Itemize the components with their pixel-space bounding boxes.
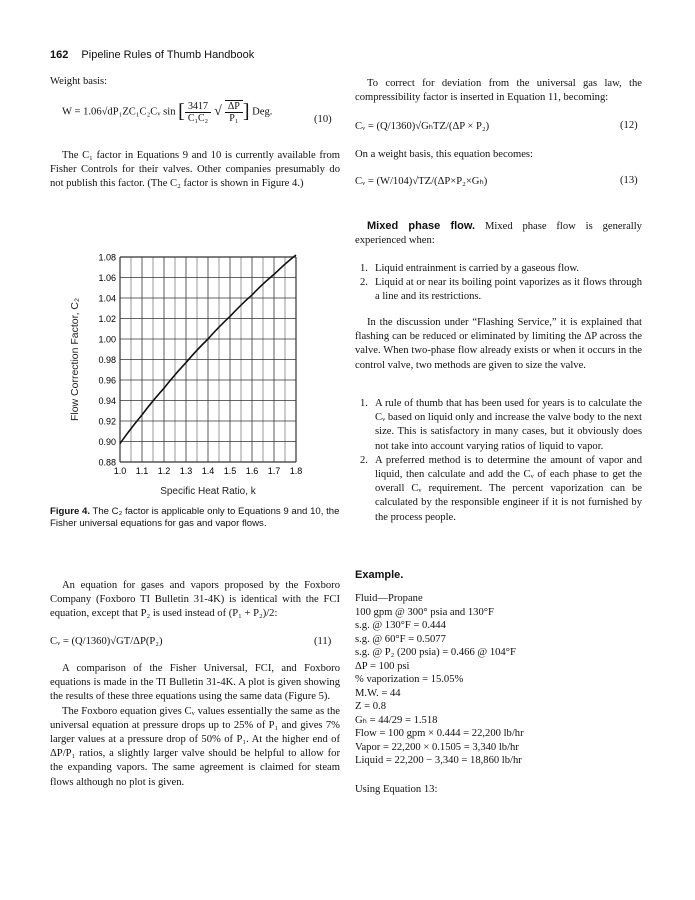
x-tick-label: 1.4 (201, 466, 215, 476)
right-para-2: On a weight basis, this equation becomes: (355, 149, 533, 160)
mixed-phase-title: Mixed phase flow. (367, 220, 476, 232)
right-para-3: In the discussion under “Flashing Service,” it is explained that flashing can be reduced or eliminated by limiting the ΔP across the valve. When two-phase flow already exists or when it occurs in the control valve, two methods are given to size the valve. (355, 317, 642, 371)
x-tick-label: 1.7 (267, 466, 281, 476)
eq10-num: 3417 (185, 101, 211, 113)
y-tick-label: 1.02 (98, 314, 116, 324)
chart-grid (120, 257, 296, 462)
eq10-sq-num: ΔP (225, 101, 243, 113)
eq10-tail: Deg. (252, 106, 273, 118)
left-para-3: A comparison of the Fisher Universal, FCI, and Foxboro equations is made in the TI Bulletin 31-4K. A plot is given showing the results of these three equations using the same data (Figure 5). (50, 663, 340, 703)
method-list (355, 397, 642, 525)
left-para-4: The Foxboro equation gives Cᵥ values essentially the same as the universal equation at pressure drops up to 25% of P₁ and gives 7% larger values at a pressure drop of 50% of P₁. At the higher end of ΔP/P₁ ratios, a slightly larger valve should be helpful to allow for the expanding vapors. The same agreement is claimed for steam flows although no plot is given. (50, 705, 340, 788)
equation-12: Cᵥ = (Q/1360)√GₕTZ/(ΔP × P₂) (355, 121, 490, 132)
example-line: s.g. @ 60°F = 0.5077 (355, 633, 446, 645)
mixed-phase-section (355, 219, 642, 248)
y-tick-label: 0.98 (98, 355, 116, 365)
list-item: 1. Liquid entrainment is carried by a gaseous flow. (360, 263, 580, 274)
example-title: Example. (355, 569, 404, 581)
weight-basis-label: Weight basis: (50, 76, 108, 87)
x-tick-label: 1.1 (135, 466, 149, 476)
y-tick-label: 1.08 (98, 252, 116, 263)
list-item: 2. A preferred method is to determine the amount of vapor and liquid, then calculate and add the Cᵥ of each phase to get the overall Cᵥ requirement. The percent vaporization can be calculated by the responsible engineer if it is not furnished by the process people. (360, 454, 642, 523)
example-line: Vapor = 22,200 × 0.1505 = 3,340 lb/hr (355, 741, 519, 753)
x-tick-label: 1.3 (179, 466, 193, 476)
y-tick-label: 0.94 (98, 396, 116, 406)
x-tick-label: 1.8 (289, 466, 303, 476)
eq12-number: (12) (620, 120, 638, 131)
y-tick-label: 0.92 (98, 416, 116, 427)
example-section (355, 568, 642, 797)
eq10-fraction: 3417 √ ΔP C₁C₂ P₁ (185, 100, 243, 124)
y-tick-label: 0.96 (98, 375, 116, 386)
x-tick-labels (114, 466, 303, 476)
example-line: s.g. @ P₂ (200 psia) = 0.466 @ 104°F (355, 647, 516, 659)
eq10-lhs: W = 1.06√dP₁ZC₁C₂Cᵥ sin (62, 106, 176, 118)
example-lines (355, 592, 642, 768)
x-tick-label: 1.0 (113, 466, 127, 476)
x-tick-label: 1.5 (223, 466, 237, 476)
example-line: Liquid = 22,200 − 3,340 = 18,860 lb/hr (355, 755, 522, 767)
equation-13: Cᵥ = (W/104)√TZ/(ΔP×P₂×Gₕ) (355, 176, 488, 187)
example-line: Flow = 100 gpm × 0.444 = 22,200 lb/hr (355, 728, 524, 740)
equation-10: W = 1.06√dP₁ZC₁C₂Cᵥ sin [ 3417 √ ΔP C₁C₂ P₁ ] Deg. (62, 100, 273, 124)
x-axis-label: Specific Heat Ratio, k (160, 486, 256, 497)
eq10-number: (10) (314, 114, 332, 125)
y-tick-label: 1.04 (98, 293, 116, 304)
y-tick-label: 0.90 (98, 437, 116, 447)
eq10-den: C₁C₂ (187, 113, 209, 124)
right-para-1: To correct for deviation from the universal gas law, the compressibility factor is inserted in Equation 11, becoming: (355, 78, 642, 104)
running-header (50, 49, 254, 61)
figure-4-caption (50, 506, 340, 529)
example-line: M.W. = 44 (355, 687, 401, 699)
eq10-sq-den: P₁ (229, 113, 239, 124)
example-line: 100 gpm @ 300° psia and 130°F (355, 606, 494, 618)
left-para-1: The C₁ factor in Equations 9 and 10 is currently available from Fisher Controls for their valves. Other companies presumably do not publish this factor. (The C₂ factor is shown in Figure 4.) (50, 150, 340, 190)
y-tick-labels (98, 253, 116, 468)
y-tick-label: 1.06 (98, 273, 116, 283)
caption-text: The C₂ factor is applicable only to Equations 9 and 10, the Fisher universal equations for gas and vapor flows. (50, 506, 340, 529)
equation-11: Cᵥ = (Q/1360)√GT/ΔP(P₂) (50, 636, 163, 647)
list-item: 1. A rule of thumb that has been used for years is to calculate the Cᵥ based on liquid only and increase the valve body to the next size. This is satisfactory in many cases, but it obviously does not take into account varying ratios of liquid to vapor. (360, 398, 642, 452)
x-tick-label: 1.6 (245, 466, 259, 476)
example-line: Gₕ = 44/29 = 1.518 (355, 714, 438, 726)
x-tick-label: 1.2 (157, 466, 171, 476)
mixed-phase-list (355, 262, 642, 305)
closing-line: Using Equation 13: (355, 783, 438, 795)
example-line: Fluid—Propane (355, 593, 423, 605)
page-number: 162 (50, 49, 69, 61)
left-para-3-4 (50, 662, 340, 790)
example-line: s.g. @ 130°F = 0.444 (355, 620, 446, 632)
example-line: % vaporization = 15.05% (355, 674, 464, 686)
y-axis-label: Flow Correction Factor, C₂ (69, 297, 81, 422)
y-tick-label: 1.00 (98, 334, 116, 345)
list-item: 2. Liquid at or near its boiling point vaporizes as it flows through a line and its restrictions. (360, 277, 642, 303)
left-para-2: An equation for gases and vapors proposed by the Foxboro Company (Foxboro TI Bulletin 31-4K) is identical with the FCI equation, except that P₂ is used instead of (P₁ + P₂)/2: (50, 580, 340, 620)
mixed-phase-text: Mixed phase flow is generally experienced when: (355, 221, 642, 247)
example-line: ΔP = 100 psi (355, 660, 410, 672)
example-line: Z = 0.8 (355, 701, 386, 713)
caption-label: Figure 4. (50, 506, 90, 517)
eq11-number: (11) (314, 636, 332, 647)
eq13-number: (13) (620, 175, 638, 186)
figure-4-chart (50, 240, 340, 502)
y-tick-label: 0.88 (98, 457, 116, 468)
book-title: Pipeline Rules of Thumb Handbook (81, 49, 255, 61)
